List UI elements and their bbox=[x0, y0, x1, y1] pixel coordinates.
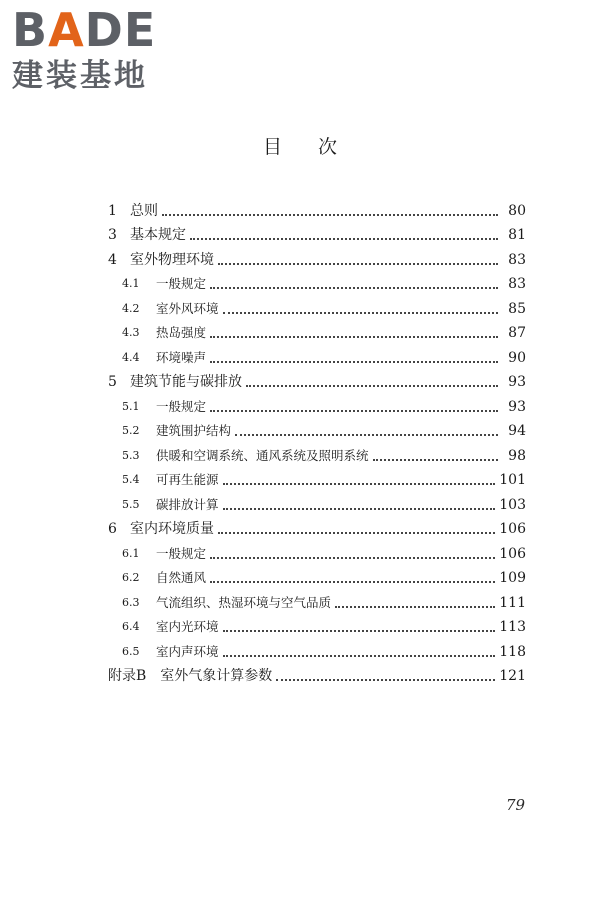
toc-entry-title: 室外物理环境 bbox=[130, 251, 214, 268]
toc-entry[interactable] bbox=[108, 417, 526, 442]
toc-leader-dots bbox=[223, 311, 498, 314]
toc-entry-number: 6.2 bbox=[122, 571, 140, 584]
toc-entry-number: 5.1 bbox=[122, 399, 140, 413]
toc-entry-number: 4 bbox=[108, 251, 117, 268]
toc-entry-title: 可再生能源 bbox=[156, 472, 219, 487]
toc-leader-dots bbox=[210, 360, 498, 363]
toc-entry[interactable] bbox=[108, 515, 526, 540]
toc-entry[interactable] bbox=[108, 466, 526, 491]
toc-entry[interactable] bbox=[108, 662, 526, 687]
toc-entry-title: 一般规定 bbox=[156, 398, 207, 414]
toc-entry-number: 4.1 bbox=[122, 277, 140, 290]
toc-entry-title: 一般规定 bbox=[156, 276, 207, 291]
toc-leader-dots bbox=[276, 678, 495, 681]
toc-entry-number: 5 bbox=[108, 374, 117, 390]
toc-entry[interactable] bbox=[108, 196, 526, 221]
toc-entry-number: 5.3 bbox=[122, 448, 140, 462]
toc-entry-title: 环境噪声 bbox=[156, 349, 207, 365]
toc-leader-dots bbox=[210, 409, 498, 412]
toc-entry-number: 6.4 bbox=[122, 620, 140, 633]
toc-heading: 目次 bbox=[262, 136, 373, 158]
page-number: 79 bbox=[506, 796, 526, 814]
toc-entry-page: 101 bbox=[499, 472, 526, 488]
toc-entry-title: 建筑节能与碳排放 bbox=[130, 374, 242, 390]
toc-entry-number: 4.3 bbox=[122, 326, 140, 339]
toc-leader-dots bbox=[223, 654, 496, 657]
toc-entry-number: 6.5 bbox=[122, 644, 140, 658]
toc-leader-dots bbox=[218, 262, 498, 265]
toc-entry-page: 87 bbox=[508, 325, 526, 341]
toc-entry-page: 103 bbox=[499, 496, 526, 513]
toc-entry[interactable] bbox=[108, 588, 526, 613]
toc-leader-dots bbox=[210, 335, 498, 338]
toc-entry-number: 5.4 bbox=[122, 473, 140, 486]
toc-entry-title: 热岛强度 bbox=[156, 325, 207, 340]
toc-entry[interactable] bbox=[108, 637, 526, 662]
toc-entry-page: 90 bbox=[508, 349, 526, 366]
toc-entry[interactable] bbox=[108, 343, 526, 368]
toc-leader-dots bbox=[162, 213, 498, 216]
toc-entry-page: 121 bbox=[499, 668, 526, 684]
bade-logo bbox=[12, 3, 192, 94]
toc-leader-dots bbox=[223, 482, 496, 485]
toc-entry-page: 106 bbox=[499, 545, 526, 562]
logo-chinese-name: 建装基地 bbox=[12, 58, 148, 94]
toc-entry-page: 83 bbox=[508, 276, 526, 292]
toc-entry-title: 气流组织、热湿环境与空气品质 bbox=[156, 594, 332, 610]
toc-entry-title: 建筑围护结构 bbox=[156, 423, 232, 438]
toc-entry[interactable] bbox=[108, 270, 526, 295]
toc-entry-page: 98 bbox=[508, 447, 526, 464]
toc-leader-dots bbox=[223, 507, 496, 510]
logo-wordmark bbox=[12, 3, 192, 57]
toc-entry-title: 室外风环境 bbox=[156, 300, 219, 316]
toc-entry-page: 109 bbox=[499, 570, 526, 586]
toc-entry[interactable] bbox=[108, 539, 526, 564]
toc-entry-page: 93 bbox=[508, 398, 526, 415]
table-of-contents bbox=[108, 196, 526, 686]
toc-entry-number: 3 bbox=[108, 227, 117, 243]
toc-leader-dots bbox=[210, 556, 495, 559]
toc-entry-page: 85 bbox=[508, 300, 526, 317]
toc-entry[interactable] bbox=[108, 368, 526, 393]
toc-entry-number: 5.5 bbox=[122, 497, 140, 511]
toc-entry[interactable] bbox=[108, 221, 526, 246]
toc-leader-dots bbox=[373, 458, 498, 461]
toc-leader-dots bbox=[223, 629, 496, 632]
toc-entry-title: 室内光环境 bbox=[156, 619, 219, 634]
toc-leader-dots bbox=[210, 580, 495, 583]
toc-entry-page: 113 bbox=[499, 619, 526, 635]
toc-entry[interactable] bbox=[108, 564, 526, 589]
toc-entry-page: 106 bbox=[499, 521, 526, 537]
toc-entry-page: 111 bbox=[499, 594, 526, 611]
toc-entry-number: 4.2 bbox=[122, 301, 140, 315]
toc-entry-title: 碳排放计算 bbox=[156, 496, 219, 512]
toc-entry[interactable] bbox=[108, 294, 526, 319]
logo-letters-de: DE bbox=[84, 3, 157, 57]
toc-entry-title: 供暖和空调系统、通风系统及照明系统 bbox=[156, 447, 369, 463]
toc-entry-title: 总则 bbox=[130, 202, 158, 219]
toc-entry-number: 5.2 bbox=[122, 424, 140, 437]
toc-entry[interactable] bbox=[108, 613, 526, 638]
toc-entry-number: 6.1 bbox=[122, 546, 140, 560]
toc-entry-title: 一般规定 bbox=[156, 545, 207, 561]
toc-entry[interactable] bbox=[108, 441, 526, 466]
toc-entry-number: 1 bbox=[108, 202, 117, 219]
toc-entry-page: 94 bbox=[508, 423, 526, 439]
toc-entry-title: 自然通风 bbox=[156, 570, 207, 585]
toc-leader-dots bbox=[235, 433, 498, 436]
toc-entry-number: 6 bbox=[108, 521, 117, 537]
toc-entry-title: 室内声环境 bbox=[156, 643, 219, 659]
toc-entry-number: 6.3 bbox=[122, 595, 140, 609]
toc-entry[interactable] bbox=[108, 245, 526, 270]
logo-letter-b: B bbox=[12, 3, 49, 57]
toc-entry-title: 基本规定 bbox=[130, 227, 186, 243]
toc-leader-dots bbox=[335, 605, 495, 608]
toc-entry-page: 83 bbox=[508, 251, 526, 268]
toc-entry[interactable] bbox=[108, 490, 526, 515]
toc-leader-dots bbox=[246, 384, 498, 387]
toc-entry-page: 93 bbox=[508, 374, 526, 390]
toc-entry-number: 4.4 bbox=[122, 350, 140, 364]
toc-leader-dots bbox=[190, 237, 498, 240]
toc-entry-page: 81 bbox=[508, 227, 526, 243]
logo-letter-a-accent: A bbox=[48, 3, 85, 57]
toc-entry-title: 附录B 室外气象计算参数 bbox=[108, 668, 273, 684]
toc-leader-dots bbox=[210, 286, 498, 289]
toc-entry-page: 80 bbox=[508, 202, 526, 219]
toc-entry[interactable] bbox=[108, 319, 526, 344]
toc-entry-page: 118 bbox=[499, 643, 526, 660]
toc-leader-dots bbox=[218, 531, 495, 534]
toc-entry[interactable] bbox=[108, 392, 526, 417]
toc-entry-title: 室内环境质量 bbox=[130, 521, 214, 537]
